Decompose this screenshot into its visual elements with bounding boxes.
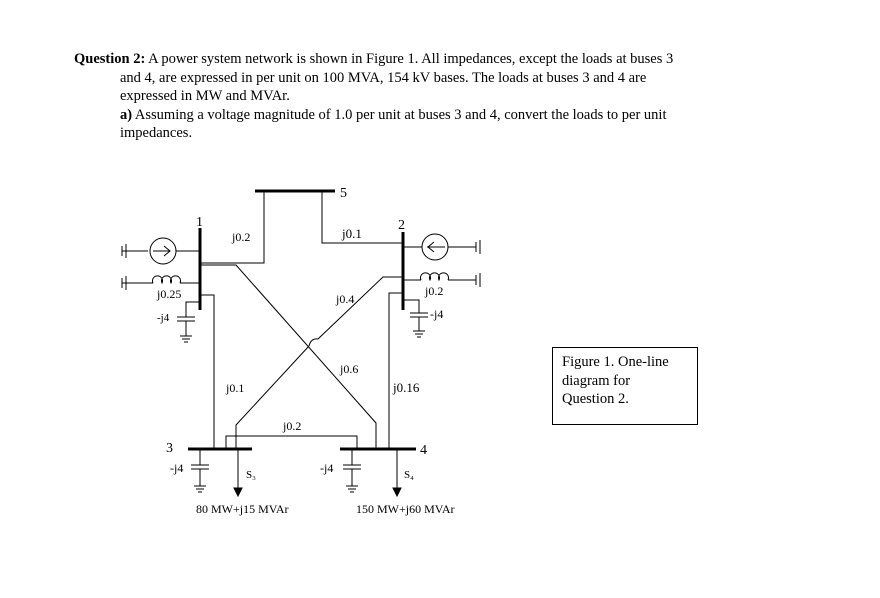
load-3-value: 80 MW+j15 MVAr [196, 502, 289, 516]
load-4-label: S₄ [404, 469, 414, 481]
generator-2 [403, 234, 480, 260]
line-1-5 [200, 191, 264, 263]
load-4-arrow [393, 449, 401, 496]
line-2-4 [389, 293, 403, 449]
capacitor-2 [403, 300, 428, 337]
cap-1-label: -j4 [157, 312, 170, 324]
bus-3-label: 3 [166, 441, 173, 456]
caption-line-1: Figure 1. One-line [562, 354, 669, 370]
load-3-label: S₃ [246, 469, 256, 481]
gen-1-x-label: j0.25 [157, 287, 182, 301]
line-1-4-label: j0.6 [340, 362, 359, 376]
line-5-2-label: j0.1 [342, 226, 362, 241]
question-line-2: and 4, are expressed in per unit on 100 MVA, 154 kV bases. The loads at buses 3 and 4 are [120, 69, 647, 86]
part-a-line-2: impedances. [120, 125, 193, 141]
line-3-4-label: j0.2 [283, 419, 302, 433]
line-2-4-label: j0.16 [393, 380, 420, 395]
line-1-3-label: j0.1 [226, 381, 245, 395]
caption-line-3: Question 2. [562, 391, 629, 407]
line-2-3-lower [236, 346, 309, 449]
capacitor-1 [177, 302, 200, 342]
bus-1-label: 1 [196, 215, 203, 230]
cap-3-label: -j4 [170, 461, 184, 475]
load-3-arrow [234, 449, 242, 496]
bus-4-label: 4 [420, 443, 427, 458]
figure-caption [552, 347, 698, 425]
part-a-line-1: a) Assuming a voltage magnitude of 1.0 per unit at buses 3 and 4, convert the loads to per unit [120, 106, 667, 123]
bus-2-label: 2 [398, 218, 405, 233]
bus-5-label: 5 [340, 186, 347, 201]
load-4-value: 150 MW+j60 MVAr [356, 502, 455, 516]
question-line-1: Question 2: A power system network is shown in Figure 1. All impedances, except the loads at buses 3 [74, 51, 674, 67]
line-2-3-label: j0.4 [336, 292, 355, 306]
line-2-3-upper [318, 277, 403, 339]
generator-1 [122, 238, 200, 264]
line-1-5-label: j0.2 [232, 230, 251, 244]
cap-4-label: -j4 [320, 461, 334, 475]
capacitor-4 [343, 449, 361, 492]
capacitor-3 [191, 449, 209, 492]
line-3-4 [226, 436, 357, 449]
cap-2-label: -j4 [430, 307, 444, 321]
line-2-3-crossover [309, 339, 318, 346]
part-a-label: a) [120, 106, 133, 123]
line-5-2 [322, 191, 403, 243]
question-label: Question 2: [74, 51, 146, 67]
caption-line-2: diagram for [562, 372, 631, 389]
question-line-3: expressed in MW and MVAr. [120, 88, 290, 104]
line-1-3 [200, 295, 214, 449]
gen-2-x-label: j0.2 [425, 284, 444, 298]
